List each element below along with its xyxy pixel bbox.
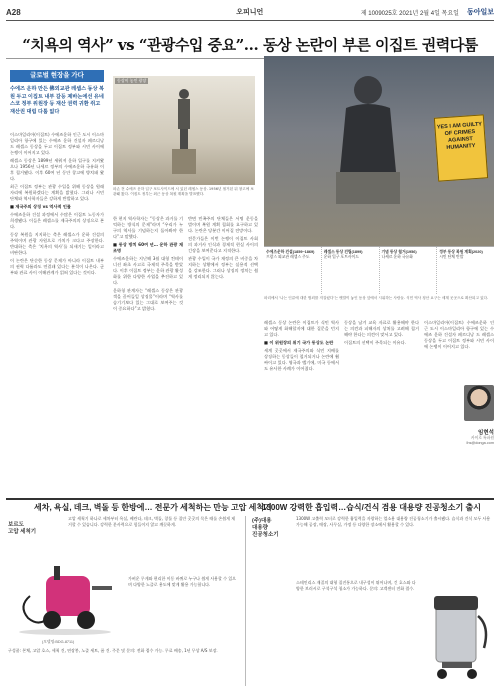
timeline-item xyxy=(322,247,380,294)
vacuum-cleaner-image xyxy=(422,586,492,682)
paragraph: 관광 수입이 국가 재정의 큰 비중을 차지하는 상황에서 정부는 실용적 선택을 강조한다. 그러나 상징의 정치는 쉽게 정리되지 않는다. xyxy=(188,256,258,279)
article-column-4 xyxy=(264,320,339,492)
paragraph: 운하청 관계자는 “레셉스 동상은 관광객을 끌어들일 상징물”이라며 “역사를 숨기기보다 있는 그대로 보여주는 것이 중요하다”고 밝혔다. xyxy=(113,288,183,311)
paragraph: 동상 복원을 지지하는 측은 레셉스가 운하 건설의 주역이며 관광 자원으로 가치가 크다고 주장한다. 반대하는 측은 ‘치욕의 역사’를 되새기는 일이라고 비판한다. xyxy=(10,232,104,255)
article-deck: 수에즈 운하 만든 佛외교관 레셉스 동상 복원 두고 이집트 내부 갈등 제바논에선 유네스코 정부 위원장 등 재산 권력 귀환 쥐고 재산권 대립 다툼 없다 xyxy=(10,86,105,115)
ad1-text2: 가벼운 무게와 편리한 이동 바퀴로 누구나 쉽게 사용할 수 있으며 다양한 노즐로 용도에 맞게 활용 가능합니다. xyxy=(128,576,237,587)
subheading: ■ 제국주의 상징 vs 역사적 인물 xyxy=(10,204,71,209)
timeline-year: 기념 동상 철거(1956) xyxy=(381,250,417,254)
protest-photo xyxy=(264,56,494,246)
reporter-role: 카이로 특파원 xyxy=(470,436,494,440)
timeline-year: 수에즈운하 건설(1859~1869) xyxy=(266,250,315,254)
ad1-title: 세차, 욕실, 데크, 벽돌 등 한방에… 전문가 세척하는 만능 고압 세척기 xyxy=(34,503,272,512)
ad2-text2: 스테인리스 재질의 대형 집진통으로 내구성이 뛰어나며, 긴 호스와 다양한 브러시로 구석구석 청소가 가능하다. 문의: 고객센터 전화 접수. xyxy=(296,580,416,591)
reporter-avatar xyxy=(464,385,494,421)
paragraph: 전문가들은 이번 논쟁이 이집트 사회의 과거사 인식과 경제적 현실 사이의 긴장을 보여준다고 지적한다. xyxy=(188,236,258,253)
timeline-item xyxy=(380,247,438,294)
paragraph: 이집트의 선택이 주목되는 이유다. xyxy=(344,340,406,345)
section-name: 오피니언 xyxy=(236,9,264,16)
paragraph: 한 현지 역사학자는 “동상은 과거를 기억하는 방식의 문제”라며 “우리가 누구의 역사를 기념하는지 돌아봐야 한다”고 말했다. xyxy=(113,216,183,239)
paragraph: 수에즈운하 건설 과정에서 수많은 이집트 노동자가 희생됐다. 이들은 레셉스를 제국주의의 상징으로 본다. xyxy=(10,212,104,229)
timeline-year: 레셉스 동상 건립(1899) xyxy=(323,250,363,254)
headline: “치욕의 역사” vs “관광수입 중요”… 동상 논란이 부른 이집트 권력다툼 xyxy=(22,36,478,54)
kicker-label: 글로벌 현장을 가다 xyxy=(10,70,104,82)
timeline-item xyxy=(437,247,494,294)
ad2-title: 1300W 강력한 흡입력…습식/건식 겸용 대용량 진공청소기 출시 xyxy=(262,503,481,512)
protest-sign: YES I AM GUILTY OF CRIMES AGAINST HUMANITY xyxy=(434,114,488,181)
issue-date: 제 1009025호 2021년 2월 4일 목요일 xyxy=(360,10,459,17)
paragraph: 수에즈운하는 지난해 3월 대형 컨테이너선 좌초 사고로 국제적 주목을 받았다. 이후 이집트 정부는 운하 관광 활성화를 위한 다양한 사업을 추진하고 있다. xyxy=(113,256,183,285)
article-column-3 xyxy=(188,216,258,492)
ad2-text: 1300W 고출력 모터로 강력한 흡입력을 자랑하는 업소용 대용량 진공청소기가 출시됐다. 습식과 건식 모두 사용 가능해 공장, 매장, 사무실, 가정 등 다양한 장소에서 활용할 수 있다. xyxy=(296,516,491,527)
photo-caption: 파손 전 수에즈 운하 입구 포트사이드에 서 있던 레셉스 동상. 1956년 철거된 뒤 창고에 보관돼 왔다. 이집트 정부는 최근 동상 복원 계획을 발표했다. xyxy=(113,187,254,196)
article-column-5 xyxy=(344,320,419,492)
pressure-washer-ad xyxy=(8,516,238,686)
statue-photo xyxy=(113,76,255,185)
ad1-brand: 보르도 고압 세척기 xyxy=(8,522,37,535)
reporter-email: lhs@donga.com xyxy=(466,441,494,445)
masthead-rule xyxy=(6,20,494,21)
paragraph: 레셉스 동상은 1899년 세워져 운하 입구를 지켜왔으나 1956년 나세르 정부의 수에즈운하 국유화 이후 철거됐다. 이후 60여 년 동안 창고에 방치돼 왔다. xyxy=(10,158,104,181)
paragraph: 이스마일리아(이집트) 수에즈운하 인근 도시 이스마일리아 항구에 있는 수에즈 운하 건설자 페르디낭 드 레셉스 동상을 두고 이집트 정부와 시민 사이에 논쟁이 이어지고 있다. xyxy=(424,320,494,349)
byline xyxy=(424,385,494,455)
paragraph: 반면 민족주의 단체들은 서명 운동을 벌이며 복원 계획 철회를 요구하고 있다. 논란은 당분간 이어질 전망이다. xyxy=(188,216,258,233)
ad1-text3: 구성품: 본체, 고압 호스, 세척 건, 연장봉, 노즐 세트, 폼 건. 주문 및 문의: 전화 접수 가능. 무료 배송, 1년 무상 A/S 보장. xyxy=(8,648,218,653)
paragraph: 이스마일리아(이집트) 수에즈운하 인근 도시 이스마일리아 항구에 있는 수에즈 운하 건설자 페르디낭 드 레셉스 동상을 두고 이집트 정부와 시민 사이에 논쟁이 이어지고 있다. xyxy=(10,132,104,155)
photo-caption: 파리에서 ‘나는 인류에 대한 범죄를 저질렀다’는 팻말이 놓인 동상 앞에서 시위하는 사람들. 식민 역사 청산 요구는 세계 곳곳으로 확산되고 있다. xyxy=(264,296,489,300)
statue-figure xyxy=(330,72,406,204)
paragraph: 이 논란은 단순한 동상 문제가 아니라 이집트 내부의 권력 다툼과도 연결돼 있다는 분석이 나온다. 군부와 관료 사이 이해관계가 얽혀 있다는 것이다. xyxy=(10,258,104,275)
timeline-item xyxy=(264,247,322,294)
timeline-desc: 운하 입구 포트사이드 xyxy=(323,255,359,259)
vacuum-ad xyxy=(252,516,492,686)
subheading: ■ 이 위원장의 위기 국가 동상도 논란 xyxy=(264,340,334,345)
paragraph: 동상을 남겨 교육 자료로 활용해야 한다는 의견과 피해자의 상처를 고려해 철거해야 한다는 의견이 맞서고 있다. xyxy=(344,320,419,337)
timeline-desc: 나세르 운하 국유화 xyxy=(381,255,413,259)
page-number: A28 xyxy=(6,7,21,17)
product-caption: (모델명:BDG-8711) xyxy=(42,640,75,644)
statue-illustration xyxy=(169,86,199,174)
photo-label: 동상이 놓인 광장 xyxy=(117,78,147,83)
timeline xyxy=(264,246,494,294)
reporter-name: 임현석 xyxy=(478,430,494,436)
ad2-brand: (주)대용 대용량 진공청소기 xyxy=(252,518,279,538)
paragraph: 세계 곳곳에서 제국주의와 식민 지배를 상징하는 동상들이 철거되거나 논란에 휩싸이고 있다. 영국과 벨기에, 미국 등에서도 유사한 사례가 이어졌다. xyxy=(264,348,339,371)
paragraph: 최근 이집트 정부는 관광 수입을 위해 동상을 원래 자리에 복원하겠다는 계획을 밝혔다. 그러나 시민 단체와 역사학자들은 강하게 반발하고 있다. xyxy=(10,184,104,201)
paragraph: 레셉스 동상 논란은 이집트가 식민 역사와 어떻게 화해할지에 대한 질문을 던지고 있다. xyxy=(264,320,339,337)
ad1-text: 고압 세척기 하나로 세차부터 욕실, 베란다, 데크, 벽돌, 창틀 등 집안 곳곳의 묵은 때를 손쉽게 제거할 수 있습니다. 강력한 분사력으로 힘들이지 않고 깨끗하게. xyxy=(68,516,236,527)
subheading: ■ 동상 방치 60여 년… 운하 관광 재조명 xyxy=(113,242,183,253)
article-column-2 xyxy=(113,216,183,492)
ad-divider xyxy=(245,516,246,686)
article-column-1 xyxy=(10,132,104,492)
masthead xyxy=(6,6,494,18)
newspaper-logo: 동아일보 xyxy=(466,9,494,16)
ad-section-rule xyxy=(6,498,494,500)
timeline-desc: 프랑스 외교관 레셉스 주도 xyxy=(266,255,310,259)
article-column-6 xyxy=(424,320,494,380)
timeline-desc: 시민 단체 반발 xyxy=(439,255,464,259)
timeline-year: 정부 동상 복원 계획(2020) xyxy=(439,250,483,254)
pressure-washer-image xyxy=(10,556,120,636)
